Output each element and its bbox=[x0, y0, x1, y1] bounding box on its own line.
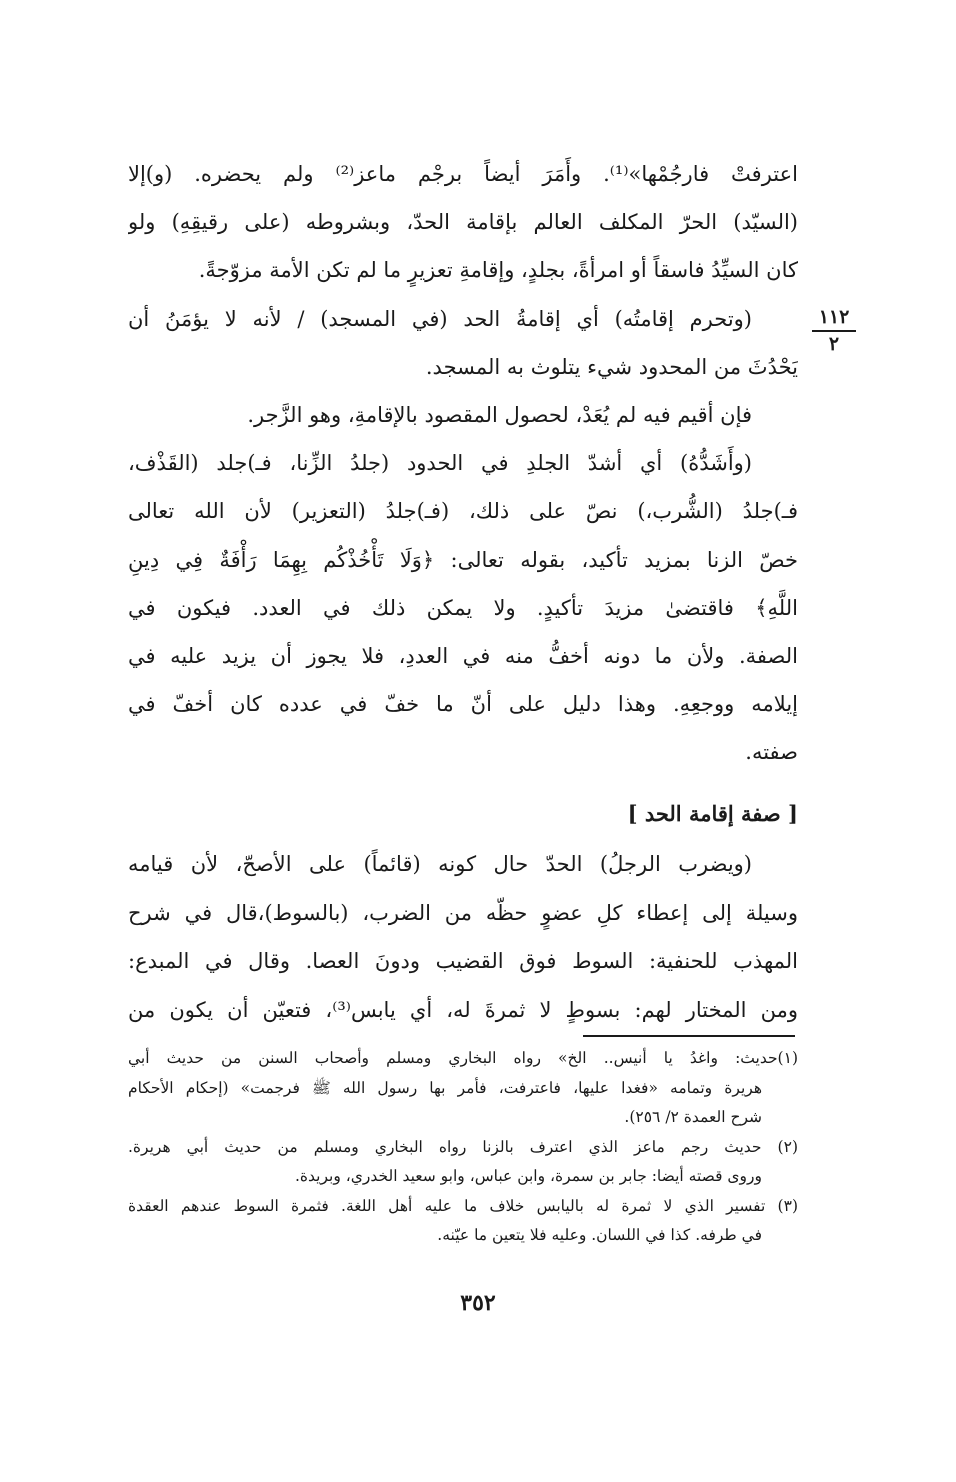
footnote-separator bbox=[583, 1035, 795, 1037]
section-heading: [ صفة إقامة الحد ] bbox=[627, 801, 798, 826]
text-line: (السيّد) الحرّ المكلف العالم بإقامة الحدّ، وبشروطه (على رقيقِهِ) ولو bbox=[128, 210, 798, 235]
text-line: اعترفتْ فارجُمْها»⁽¹⁾. وأَمَرَ أيضاً برجْم ماعز⁽²⁾ ولم يحضره. (و)إلا bbox=[128, 162, 798, 186]
footnote-line: (٢) حديث رجم ماعز الذي اعترف بالزنا رواه البخاري ومسلم من حديث أبي هريرة. bbox=[128, 1137, 798, 1156]
footnote-line: في طرفه. كذا في اللسان. وعليه فلا يتعين ما عيّنه. bbox=[437, 1226, 762, 1244]
footnote-2 bbox=[128, 1133, 798, 1192]
text-line: (ويضرب الرجلُ) الحدّ حال كونه (قائماً) على الأصحّ، لأن قيامه bbox=[128, 852, 752, 876]
text-line: وسيلة إلى إعطاء كلِ عضوٍ حظّه من الضرب، (بالسوط)،قال في شرح bbox=[128, 900, 798, 925]
text-line: (وأَشَدُّهُ) أي أشدّ الجلدِ في الحدود (جلدُ الزِّنا، فـ)جلد (القَذْف، bbox=[128, 451, 752, 476]
footnote-1 bbox=[128, 1044, 798, 1133]
text-line: الصفة. ولأن ما دونه أخفُّ منه في العددِ، فلا يجوز أن يزيد عليه في bbox=[128, 644, 798, 669]
text-line: فإن أقيم فيه لم يُعَدْ، لحصول المقصود بالإقامةِ، وهو الزَّجر. bbox=[247, 403, 752, 428]
footnote-3 bbox=[128, 1192, 798, 1251]
margin-folio-note bbox=[812, 308, 856, 354]
page-number: ٣٥٢ bbox=[460, 1290, 496, 1316]
text-line: خصّ الزنا بمزيد تأكيد، بقوله تعالى: ﴿وَلَا تَأْخُذْكُم بِهِمَا رَأْفَةٌ فِي دِينِ bbox=[128, 547, 798, 572]
text-line: (وتحرم إقامتُه) أي إقامةُ الحد (في المسجد) / لأنه لا يؤمَنُ أن bbox=[128, 306, 752, 331]
margin-folio-number: ١١٢ bbox=[812, 308, 856, 332]
footnote-line: (٣) تفسير الذي لا ثمرة له باليابس خلاف ما عليه أهل اللغة. فثمرة السوط عندهم العقدة bbox=[128, 1196, 798, 1215]
margin-folio-side: ٢ bbox=[828, 333, 840, 355]
main-text-top bbox=[128, 150, 798, 777]
text-line: إيلامه ووجعِهِ. وهذا دليل على أنّ ما خفّ في عدده كان أخفّ في bbox=[128, 692, 798, 717]
text-line: كان السيِّدُ فاسقاً أو امرأةً، بجلدٍ، وإقامةِ تعزيرٍ ما لم تكن الأمة مزوّجةً. bbox=[198, 258, 798, 283]
footnote-line: هريرة وتمامه «فغدا عليها، فاعترفت، فأمر بها رسول الله ﷺ فرجمت» (إحكام الأحكام bbox=[128, 1078, 762, 1097]
footnote-line: شرح العمدة ٢/ ٢٥٦). bbox=[624, 1108, 762, 1126]
footnote-line: (١)حديث: واغدُ يا أنيس.. الخ» رواه البخاري ومسلم وأصحاب السنن من حديث أبي bbox=[128, 1049, 798, 1067]
main-text-bottom bbox=[128, 840, 798, 1034]
text-line: صفته. bbox=[745, 740, 798, 765]
text-line: ومن المختار لهم: بسوطٍ لا ثمرةَ له، أي يابس⁽³⁾، فتعيّن أن يكون من bbox=[128, 997, 798, 1022]
text-line: يَحْدُثَ من المحدود شيء يتلوث به المسجد. bbox=[425, 354, 798, 379]
footnotes bbox=[128, 1044, 798, 1251]
text-line: فـ)جلدُ (الشُّرب،) نصّ على ذلك، (فـ)جلدُ (التعزير) لأن الله تعالى bbox=[128, 499, 798, 524]
footnote-line: وروى قصته أيضا: جابر بن سمرة، وابن عباس، وابو سعيد الخدري، وبريدة. bbox=[294, 1167, 762, 1185]
text-line: المهذب للحنفية: السوط فوق القضيب ودونَ العصا. وقال في المبدع: bbox=[128, 949, 798, 973]
text-line: اللَّهِ﴾ فاقتضىٰ مزيدَ تأكيدٍ. ولا يمكن ذلك في العدد. فيكون في bbox=[128, 595, 798, 620]
